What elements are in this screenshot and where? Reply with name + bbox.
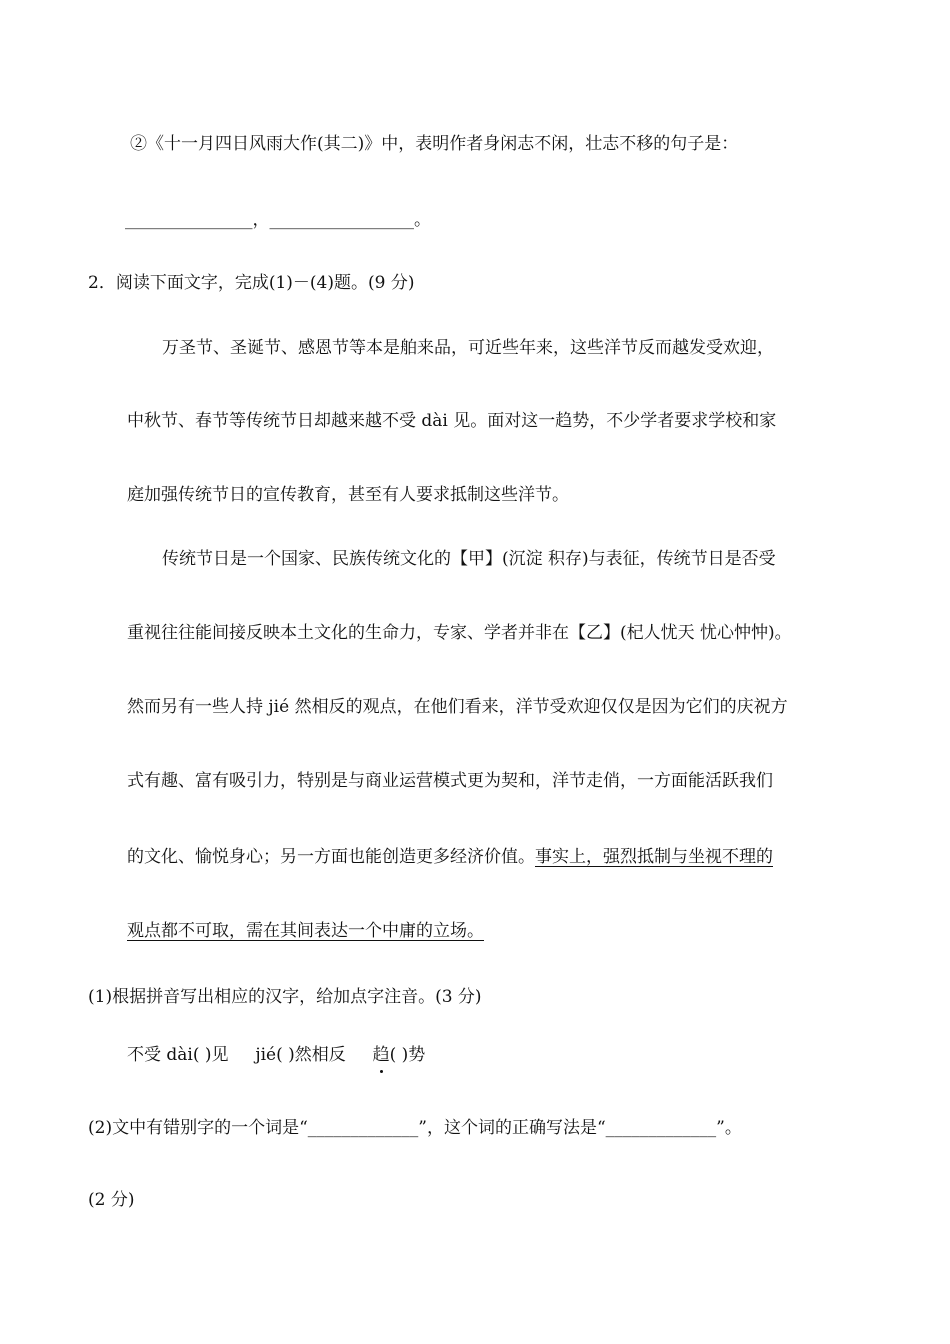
passage-line: 式有趣、富有吸引力，特别是与商业运营模式更为契和，洋节走俏，一方面能活跃我们 [127, 771, 773, 791]
passage-line: 中秋节、春节等传统节日却越来越不受 dài 见。面对这一趋势，不少学者要求学校和家 [127, 411, 777, 431]
q2-sub2-score: (2 分) [88, 1190, 135, 1210]
q1-sub2-answer-blanks: _______________，_________________。 [125, 210, 431, 230]
q2-sub1-prompt: (1)根据拼音写出相应的汉字，给加点字注音。(3 分) [88, 987, 482, 1007]
q1-sub2-prompt: ②《十一月四日风雨大作(其二)》中，表明作者身闲志不闲，壮志不移的句子是： [130, 134, 739, 154]
underlined-sentence: 事实上，强烈抵制与坐视不理的 [535, 847, 773, 867]
dotted-character: 趋 [372, 1045, 390, 1065]
passage-text: 的文化、愉悦身心；另一方面也能创造更多经济价值。 [127, 847, 535, 867]
pinyin-item-jie: jié( )然相反 [255, 1045, 346, 1065]
pinyin-item-dai: 不受 dài( )见 [127, 1045, 229, 1065]
passage-line [127, 846, 773, 868]
passage-line: 传统节日是一个国家、民族传统文化的【甲】(沉淀 积存)与表征，传统节日是否受 [162, 549, 776, 569]
q2-sub2-prompt: (2)文中有错别字的一个词是“_____________”，这个词的正确写法是“_____________”。 [88, 1118, 742, 1138]
q2-header: 2．阅读下面文字，完成(1)－(4)题。(9 分) [88, 273, 415, 293]
passage-line: 重视往往能间接反映本土文化的生命力，专家、学者并非在【乙】(杞人忧天 忧心忡忡)。 [127, 623, 792, 643]
passage-line: 然而另有一些人持 jié 然相反的观点，在他们看来，洋节受欢迎仅仅是因为它们的庆祝方 [127, 697, 788, 717]
passage-line: 庭加强传统节日的宣传教育，甚至有人要求抵制这些洋节。 [127, 485, 569, 505]
underlined-sentence: 观点都不可取，需在其间表达一个中庸的立场。 [127, 921, 484, 941]
passage-line [127, 920, 484, 942]
passage-line: 万圣节、圣诞节、感恩节等本是舶来品，可近些年来，这些洋节反而越发受欢迎， [162, 338, 774, 358]
q2-sub1-items [127, 1044, 425, 1066]
pinyin-item-qu: ( )势 [389, 1045, 426, 1065]
